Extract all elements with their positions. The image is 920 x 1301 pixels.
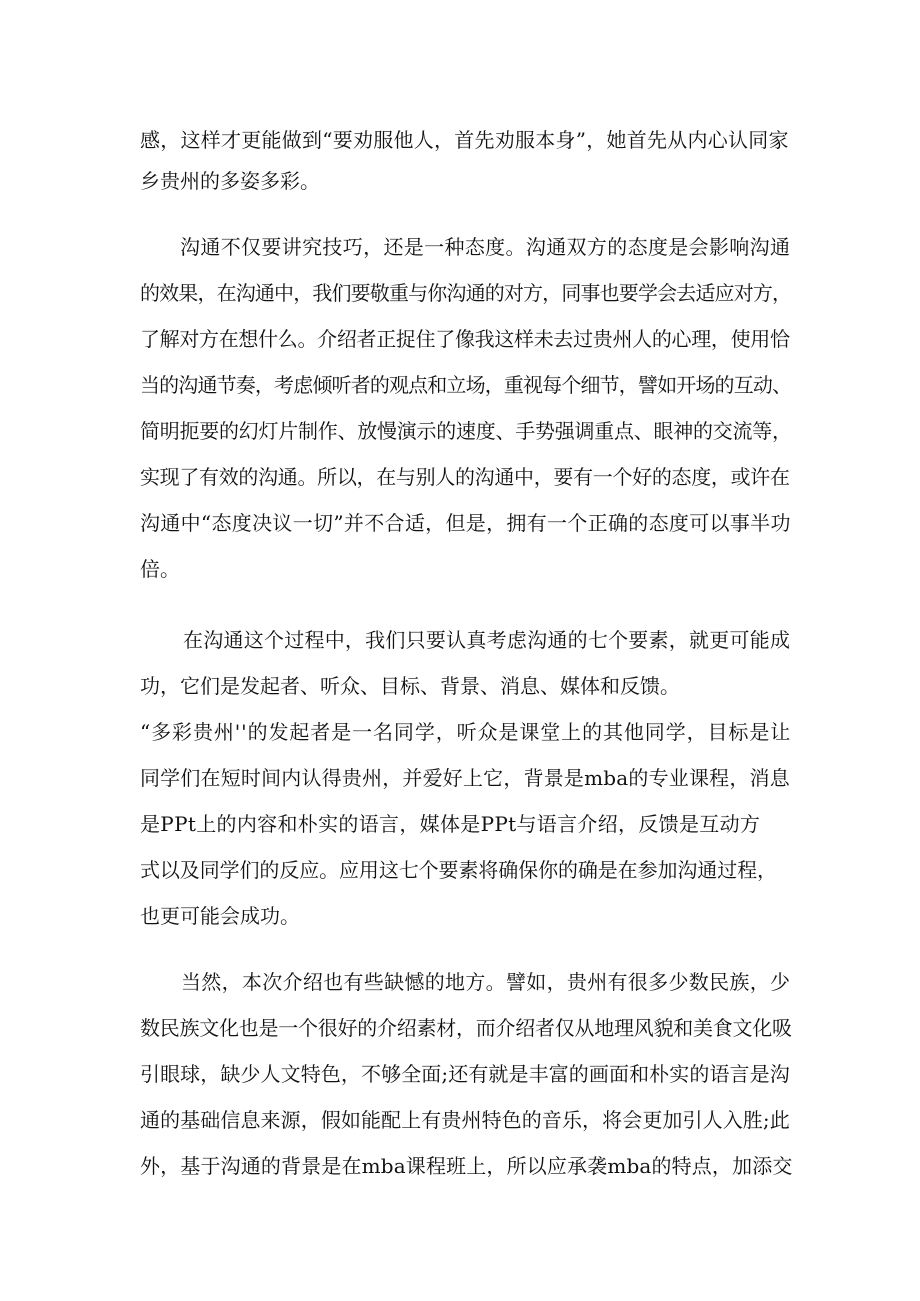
paragraph-line: 感，这样才更能做到“要劝服他人，首先劝服本身”，她首先从内心认同家 <box>140 128 789 152</box>
paragraph-line: 也更可能会成功。 <box>140 904 300 928</box>
paragraph-line: 简明扼要的幻灯片制作、放慢演示的速度、手势强调重点、眼神的交流等， <box>140 419 792 443</box>
paragraph-line: 沟通不仅要讲究技巧，还是一种态度。沟通双方的态度是会影响沟通 <box>180 235 791 259</box>
paragraph-line: 当然，本次介绍也有些缺憾的地方。譬如，贵州有很多少数民族，少 <box>181 970 791 994</box>
paragraph-line: 数民族文化也是一个很好的介绍素材，而介绍者仅从地理风貌和美食文化吸 <box>140 1016 792 1040</box>
paragraph-line: 当的沟通节奏，考虑倾听者的观点和立场，重视每个细节，譬如开场的互动、 <box>140 373 792 397</box>
paragraph-line: 实现了有效的沟通。所以，在与别人的沟通中，要有一个好的态度，或许在 <box>140 465 790 489</box>
paragraph-line: 乡贵州的多姿多彩。 <box>140 169 320 193</box>
paragraph-line: 在沟通这个过程中，我们只要认真考虑沟通的七个要素，就更可能成 <box>183 628 791 652</box>
paragraph-line: 是PPt上的内容和朴实的语言，媒体是PPt与语言介绍，反馈是互动方 <box>140 812 761 836</box>
paragraph-line: “多彩贵州''的发起者是一名同学，听众是课堂上的其他同学，目标是让 <box>140 720 792 744</box>
paragraph-line: 通的基础信息来源，假如能配上有贵州特色的音乐，将会更加引人入胜;此 <box>140 1108 790 1132</box>
paragraph-line: 外，基于沟通的背景是在mba课程班上，所以应承袭mba的特点，加添交 <box>140 1154 793 1178</box>
paragraph-line: 式以及同学们的反应。应用这七个要素将确保你的确是在参加沟通过程， <box>140 858 777 882</box>
paragraph-line: 沟通中“态度决议一切”并不合适，但是，拥有一个正确的态度可以事半功 <box>140 511 791 535</box>
paragraph-line: 功，它们是发起者、听众、目标、背景、消息、媒体和反馈。 <box>140 674 680 698</box>
paragraph-line: 倍。 <box>140 557 180 581</box>
paragraph-line: 同学们在短时间内认得贵州，并爱好上它，背景是mba的专业课程，消息 <box>140 766 790 790</box>
paragraph-line: 的效果，在沟通中，我们要敬重与你沟通的对方，同事也要学会去适应对方， <box>140 281 792 305</box>
paragraph-line: 引眼球，缺少人文特色，不够全面;还有就是丰富的画面和朴实的语言是沟 <box>140 1062 790 1086</box>
paragraph-line: 了解对方在想什么。介绍者正捉住了像我这样未去过贵州人的心理，使用恰 <box>140 327 790 351</box>
